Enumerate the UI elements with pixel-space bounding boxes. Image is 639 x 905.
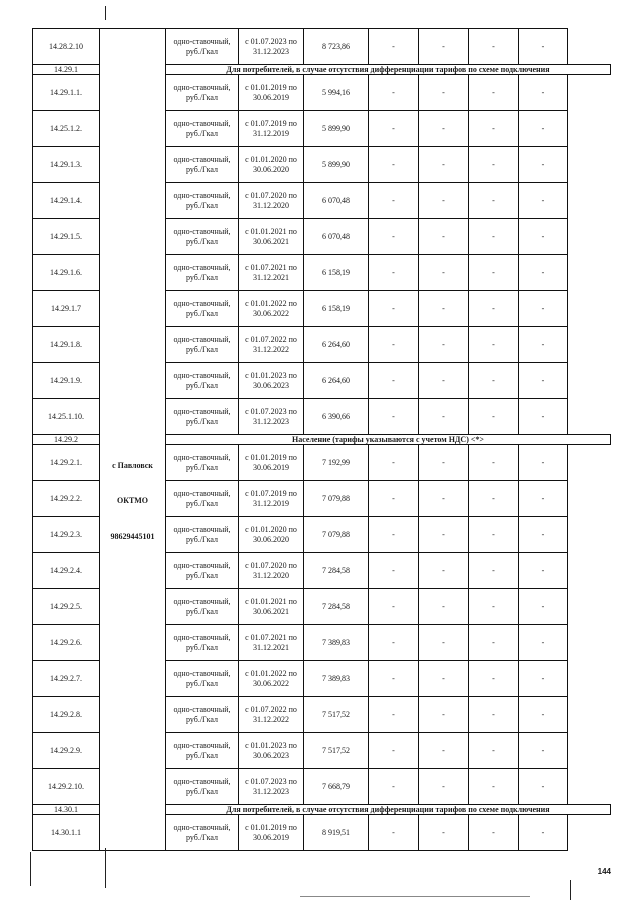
tariff-unit: одно-ставочный, руб./Гкал — [166, 291, 239, 327]
tariff-value: 7 284,58 — [304, 589, 369, 625]
tariff-value: 5 899,90 — [304, 147, 369, 183]
empty-cell: - — [419, 291, 469, 327]
empty-cell: - — [469, 661, 519, 697]
scan-line-mark — [105, 6, 106, 20]
empty-cell: - — [419, 445, 469, 481]
empty-cell: - — [519, 697, 568, 733]
empty-cell: - — [469, 769, 519, 805]
tariff-unit: одно-ставочный, руб./Гкал — [166, 219, 239, 255]
empty-cell: - — [519, 111, 568, 147]
tariff-value: 7 389,83 — [304, 625, 369, 661]
empty-cell: - — [419, 29, 469, 65]
empty-cell: - — [469, 291, 519, 327]
empty-cell: - — [419, 111, 469, 147]
empty-cell: - — [419, 815, 469, 851]
empty-cell: - — [369, 183, 419, 219]
empty-cell: - — [469, 481, 519, 517]
empty-cell: - — [519, 183, 568, 219]
empty-cell: - — [419, 399, 469, 435]
empty-cell: - — [469, 183, 519, 219]
tariff-value: 6 264,60 — [304, 363, 369, 399]
tariff-period: с 01.07.2021 по 31.12.2021 — [239, 255, 304, 291]
empty-cell: - — [519, 733, 568, 769]
empty-cell: - — [469, 625, 519, 661]
empty-cell: - — [469, 815, 519, 851]
scan-line-mark — [570, 880, 571, 900]
empty-cell: - — [419, 481, 469, 517]
tariff-unit: одно-ставочный, руб./Гкал — [166, 815, 239, 851]
empty-cell: - — [369, 445, 419, 481]
tariff-unit: одно-ставочный, руб./Гкал — [166, 445, 239, 481]
empty-cell: - — [419, 147, 469, 183]
tariff-unit: одно-ставочный, руб./Гкал — [166, 399, 239, 435]
empty-cell: - — [369, 29, 419, 65]
region-cell — [100, 29, 166, 851]
empty-cell: - — [519, 219, 568, 255]
tariff-value: 5 899,90 — [304, 111, 369, 147]
tariff-value: 7 192,99 — [304, 445, 369, 481]
empty-cell: - — [419, 517, 469, 553]
row-code: 14.29.1.4. — [33, 183, 100, 219]
empty-cell: - — [369, 481, 419, 517]
row-code: 14.29.2.1. — [33, 445, 100, 481]
empty-cell: - — [419, 733, 469, 769]
row-code: 14.29.2.4. — [33, 553, 100, 589]
scan-line-mark — [30, 852, 31, 886]
row-code: 14.29.1.9. — [33, 363, 100, 399]
tariff-value: 7 389,83 — [304, 661, 369, 697]
tariff-period: с 01.07.2021 по 31.12.2021 — [239, 625, 304, 661]
empty-cell: - — [369, 517, 419, 553]
empty-cell: - — [469, 363, 519, 399]
tariff-value: 8 919,51 — [304, 815, 369, 851]
empty-cell: - — [469, 517, 519, 553]
tariff-unit: одно-ставочный, руб./Гкал — [166, 769, 239, 805]
row-code: 14.29.1.5. — [33, 219, 100, 255]
empty-cell: - — [519, 147, 568, 183]
row-code: 14.29.2.8. — [33, 697, 100, 733]
tariff-value: 7 079,88 — [304, 481, 369, 517]
empty-cell: - — [469, 75, 519, 111]
empty-cell: - — [519, 399, 568, 435]
row-code: 14.29.1.1. — [33, 75, 100, 111]
empty-cell: - — [369, 733, 419, 769]
tariff-value: 6 158,19 — [304, 255, 369, 291]
empty-cell: - — [369, 399, 419, 435]
tariff-value: 6 158,19 — [304, 291, 369, 327]
tariff-unit: одно-ставочный, руб./Гкал — [166, 183, 239, 219]
empty-cell: - — [369, 553, 419, 589]
empty-cell: - — [419, 553, 469, 589]
empty-cell: - — [519, 553, 568, 589]
section-title: Для потребителей, в случае отсутствия дифференциации тарифов по схеме подключения — [166, 65, 611, 75]
row-code: 14.30.1.1 — [33, 815, 100, 851]
empty-cell: - — [469, 399, 519, 435]
row-code: 14.29.2.5. — [33, 589, 100, 625]
empty-cell: - — [419, 363, 469, 399]
empty-cell: - — [419, 75, 469, 111]
empty-cell: - — [419, 769, 469, 805]
empty-cell: - — [419, 589, 469, 625]
tariff-period: с 01.07.2022 по 31.12.2022 — [239, 697, 304, 733]
section-code: 14.29.1 — [33, 65, 100, 75]
empty-cell: - — [519, 661, 568, 697]
row-code: 14.29.2.6. — [33, 625, 100, 661]
tariff-value: 7 079,88 — [304, 517, 369, 553]
row-code: 14.29.1.8. — [33, 327, 100, 363]
row-code: 14.29.1.6. — [33, 255, 100, 291]
empty-cell: - — [469, 733, 519, 769]
tariff-unit: одно-ставочный, руб./Гкал — [166, 147, 239, 183]
tariff-period: с 01.01.2023 по 30.06.2023 — [239, 363, 304, 399]
empty-cell: - — [469, 29, 519, 65]
empty-cell: - — [369, 363, 419, 399]
section-code: 14.29.2 — [33, 435, 100, 445]
tariff-period: с 01.07.2020 по 31.12.2020 — [239, 553, 304, 589]
tariff-value: 6 390,66 — [304, 399, 369, 435]
tariff-value: 5 994,16 — [304, 75, 369, 111]
tariff-unit: одно-ставочный, руб./Гкал — [166, 697, 239, 733]
tariff-period: с 01.07.2019 по 31.12.2019 — [239, 481, 304, 517]
tariff-value: 7 517,52 — [304, 697, 369, 733]
empty-cell: - — [419, 255, 469, 291]
empty-cell: - — [419, 183, 469, 219]
section-code: 14.30.1 — [33, 805, 100, 815]
section-title: Для потребителей, в случае отсутствия дифференциации тарифов по схеме подключения — [166, 805, 611, 815]
page-number: 144 — [597, 867, 611, 876]
empty-cell: - — [469, 553, 519, 589]
empty-cell: - — [419, 327, 469, 363]
tariff-value: 7 517,52 — [304, 733, 369, 769]
oktmo-code: 98629445101 — [110, 532, 155, 541]
tariff-period: с 01.07.2020 по 31.12.2020 — [239, 183, 304, 219]
empty-cell: - — [469, 445, 519, 481]
empty-cell: - — [469, 219, 519, 255]
tariff-unit: одно-ставочный, руб./Гкал — [166, 625, 239, 661]
empty-cell: - — [519, 75, 568, 111]
tariff-unit: одно-ставочный, руб./Гкал — [166, 75, 239, 111]
row-code: 14.29.2.9. — [33, 733, 100, 769]
empty-cell: - — [469, 255, 519, 291]
empty-cell: - — [369, 147, 419, 183]
empty-cell: - — [519, 363, 568, 399]
tariff-period: с 01.01.2020 по 30.06.2020 — [239, 517, 304, 553]
tariff-value: 6 070,48 — [304, 183, 369, 219]
tariff-value: 7 284,58 — [304, 553, 369, 589]
empty-cell: - — [469, 697, 519, 733]
empty-cell: - — [519, 815, 568, 851]
tariff-period: с 01.01.2022 по 30.06.2022 — [239, 661, 304, 697]
empty-cell: - — [469, 147, 519, 183]
region-block — [102, 29, 163, 850]
empty-cell: - — [369, 697, 419, 733]
empty-cell: - — [369, 291, 419, 327]
tariff-period: с 01.01.2021 по 30.06.2021 — [239, 589, 304, 625]
tariff-table — [32, 28, 611, 851]
tariff-period: с 01.07.2023 по 31.12.2023 — [239, 769, 304, 805]
tariff-period: с 01.01.2021 по 30.06.2021 — [239, 219, 304, 255]
tariff-value: 6 264,60 — [304, 327, 369, 363]
tariff-period: с 01.07.2019 по 31.12.2019 — [239, 111, 304, 147]
tariff-unit: одно-ставочный, руб./Гкал — [166, 733, 239, 769]
empty-cell: - — [519, 445, 568, 481]
row-code: 14.29.1.7 — [33, 291, 100, 327]
empty-cell: - — [369, 815, 419, 851]
empty-cell: - — [369, 219, 419, 255]
tariff-unit: одно-ставочный, руб./Гкал — [166, 363, 239, 399]
tariff-value: 7 668,79 — [304, 769, 369, 805]
tariff-unit: одно-ставочный, руб./Гкал — [166, 517, 239, 553]
tariff-period: с 01.01.2019 по 30.06.2019 — [239, 75, 304, 111]
empty-cell: - — [469, 589, 519, 625]
tariff-unit: одно-ставочный, руб./Гкал — [166, 481, 239, 517]
row-code: 14.29.2.7. — [33, 661, 100, 697]
empty-cell: - — [519, 625, 568, 661]
row-code: 14.29.2.10. — [33, 769, 100, 805]
empty-cell: - — [369, 625, 419, 661]
empty-cell: - — [519, 517, 568, 553]
empty-cell: - — [419, 219, 469, 255]
row-code: 14.29.2.3. — [33, 517, 100, 553]
scan-line-mark — [300, 896, 530, 897]
tariff-period: с 01.07.2023 по 31.12.2023 — [239, 399, 304, 435]
empty-cell: - — [519, 589, 568, 625]
empty-cell: - — [369, 111, 419, 147]
settlement-name: с Павловск — [112, 461, 153, 470]
empty-cell: - — [369, 255, 419, 291]
empty-cell: - — [519, 769, 568, 805]
empty-cell: - — [369, 589, 419, 625]
tariff-unit: одно-ставочный, руб./Гкал — [166, 589, 239, 625]
empty-cell: - — [369, 769, 419, 805]
tariff-period: с 01.01.2019 по 30.06.2019 — [239, 815, 304, 851]
tariff-period: с 01.01.2019 по 30.06.2019 — [239, 445, 304, 481]
row-code: 14.29.2.2. — [33, 481, 100, 517]
empty-cell: - — [469, 111, 519, 147]
empty-cell: - — [519, 327, 568, 363]
tariff-unit: одно-ставочный, руб./Гкал — [166, 327, 239, 363]
section-title: Население (тарифы указываются с учетом НДС) <*> — [166, 435, 611, 445]
tariff-unit: одно-ставочный, руб./Гкал — [166, 661, 239, 697]
tariff-period: с 01.01.2020 по 30.06.2020 — [239, 147, 304, 183]
tariff-unit: одно-ставочный, руб./Гкал — [166, 553, 239, 589]
oktmo-label: ОКТМО — [116, 496, 149, 505]
empty-cell: - — [519, 255, 568, 291]
tariff-period: с 01.07.2023 по 31.12.2023 — [239, 29, 304, 65]
row-code: 14.25.1.10. — [33, 399, 100, 435]
empty-cell: - — [419, 625, 469, 661]
tariff-value: 8 723,86 — [304, 29, 369, 65]
empty-cell: - — [519, 29, 568, 65]
empty-cell: - — [419, 697, 469, 733]
empty-cell: - — [469, 327, 519, 363]
empty-cell: - — [369, 327, 419, 363]
tariff-period: с 01.07.2022 по 31.12.2022 — [239, 327, 304, 363]
empty-cell: - — [369, 75, 419, 111]
scan-line-mark — [105, 848, 106, 888]
row-code: 14.25.1.2. — [33, 111, 100, 147]
row-code: 14.29.1.3. — [33, 147, 100, 183]
tariff-unit: одно-ставочный, руб./Гкал — [166, 111, 239, 147]
row-code: 14.28.2.10 — [33, 29, 100, 65]
empty-cell: - — [369, 661, 419, 697]
table-row — [33, 29, 611, 65]
tariff-period: с 01.01.2023 по 30.06.2023 — [239, 733, 304, 769]
tariff-value: 6 070,48 — [304, 219, 369, 255]
empty-cell: - — [419, 661, 469, 697]
tariff-period: с 01.01.2022 по 30.06.2022 — [239, 291, 304, 327]
tariff-unit: одно-ставочный, руб./Гкал — [166, 29, 239, 65]
empty-cell: - — [519, 481, 568, 517]
tariff-unit: одно-ставочный, руб./Гкал — [166, 255, 239, 291]
empty-cell: - — [519, 291, 568, 327]
